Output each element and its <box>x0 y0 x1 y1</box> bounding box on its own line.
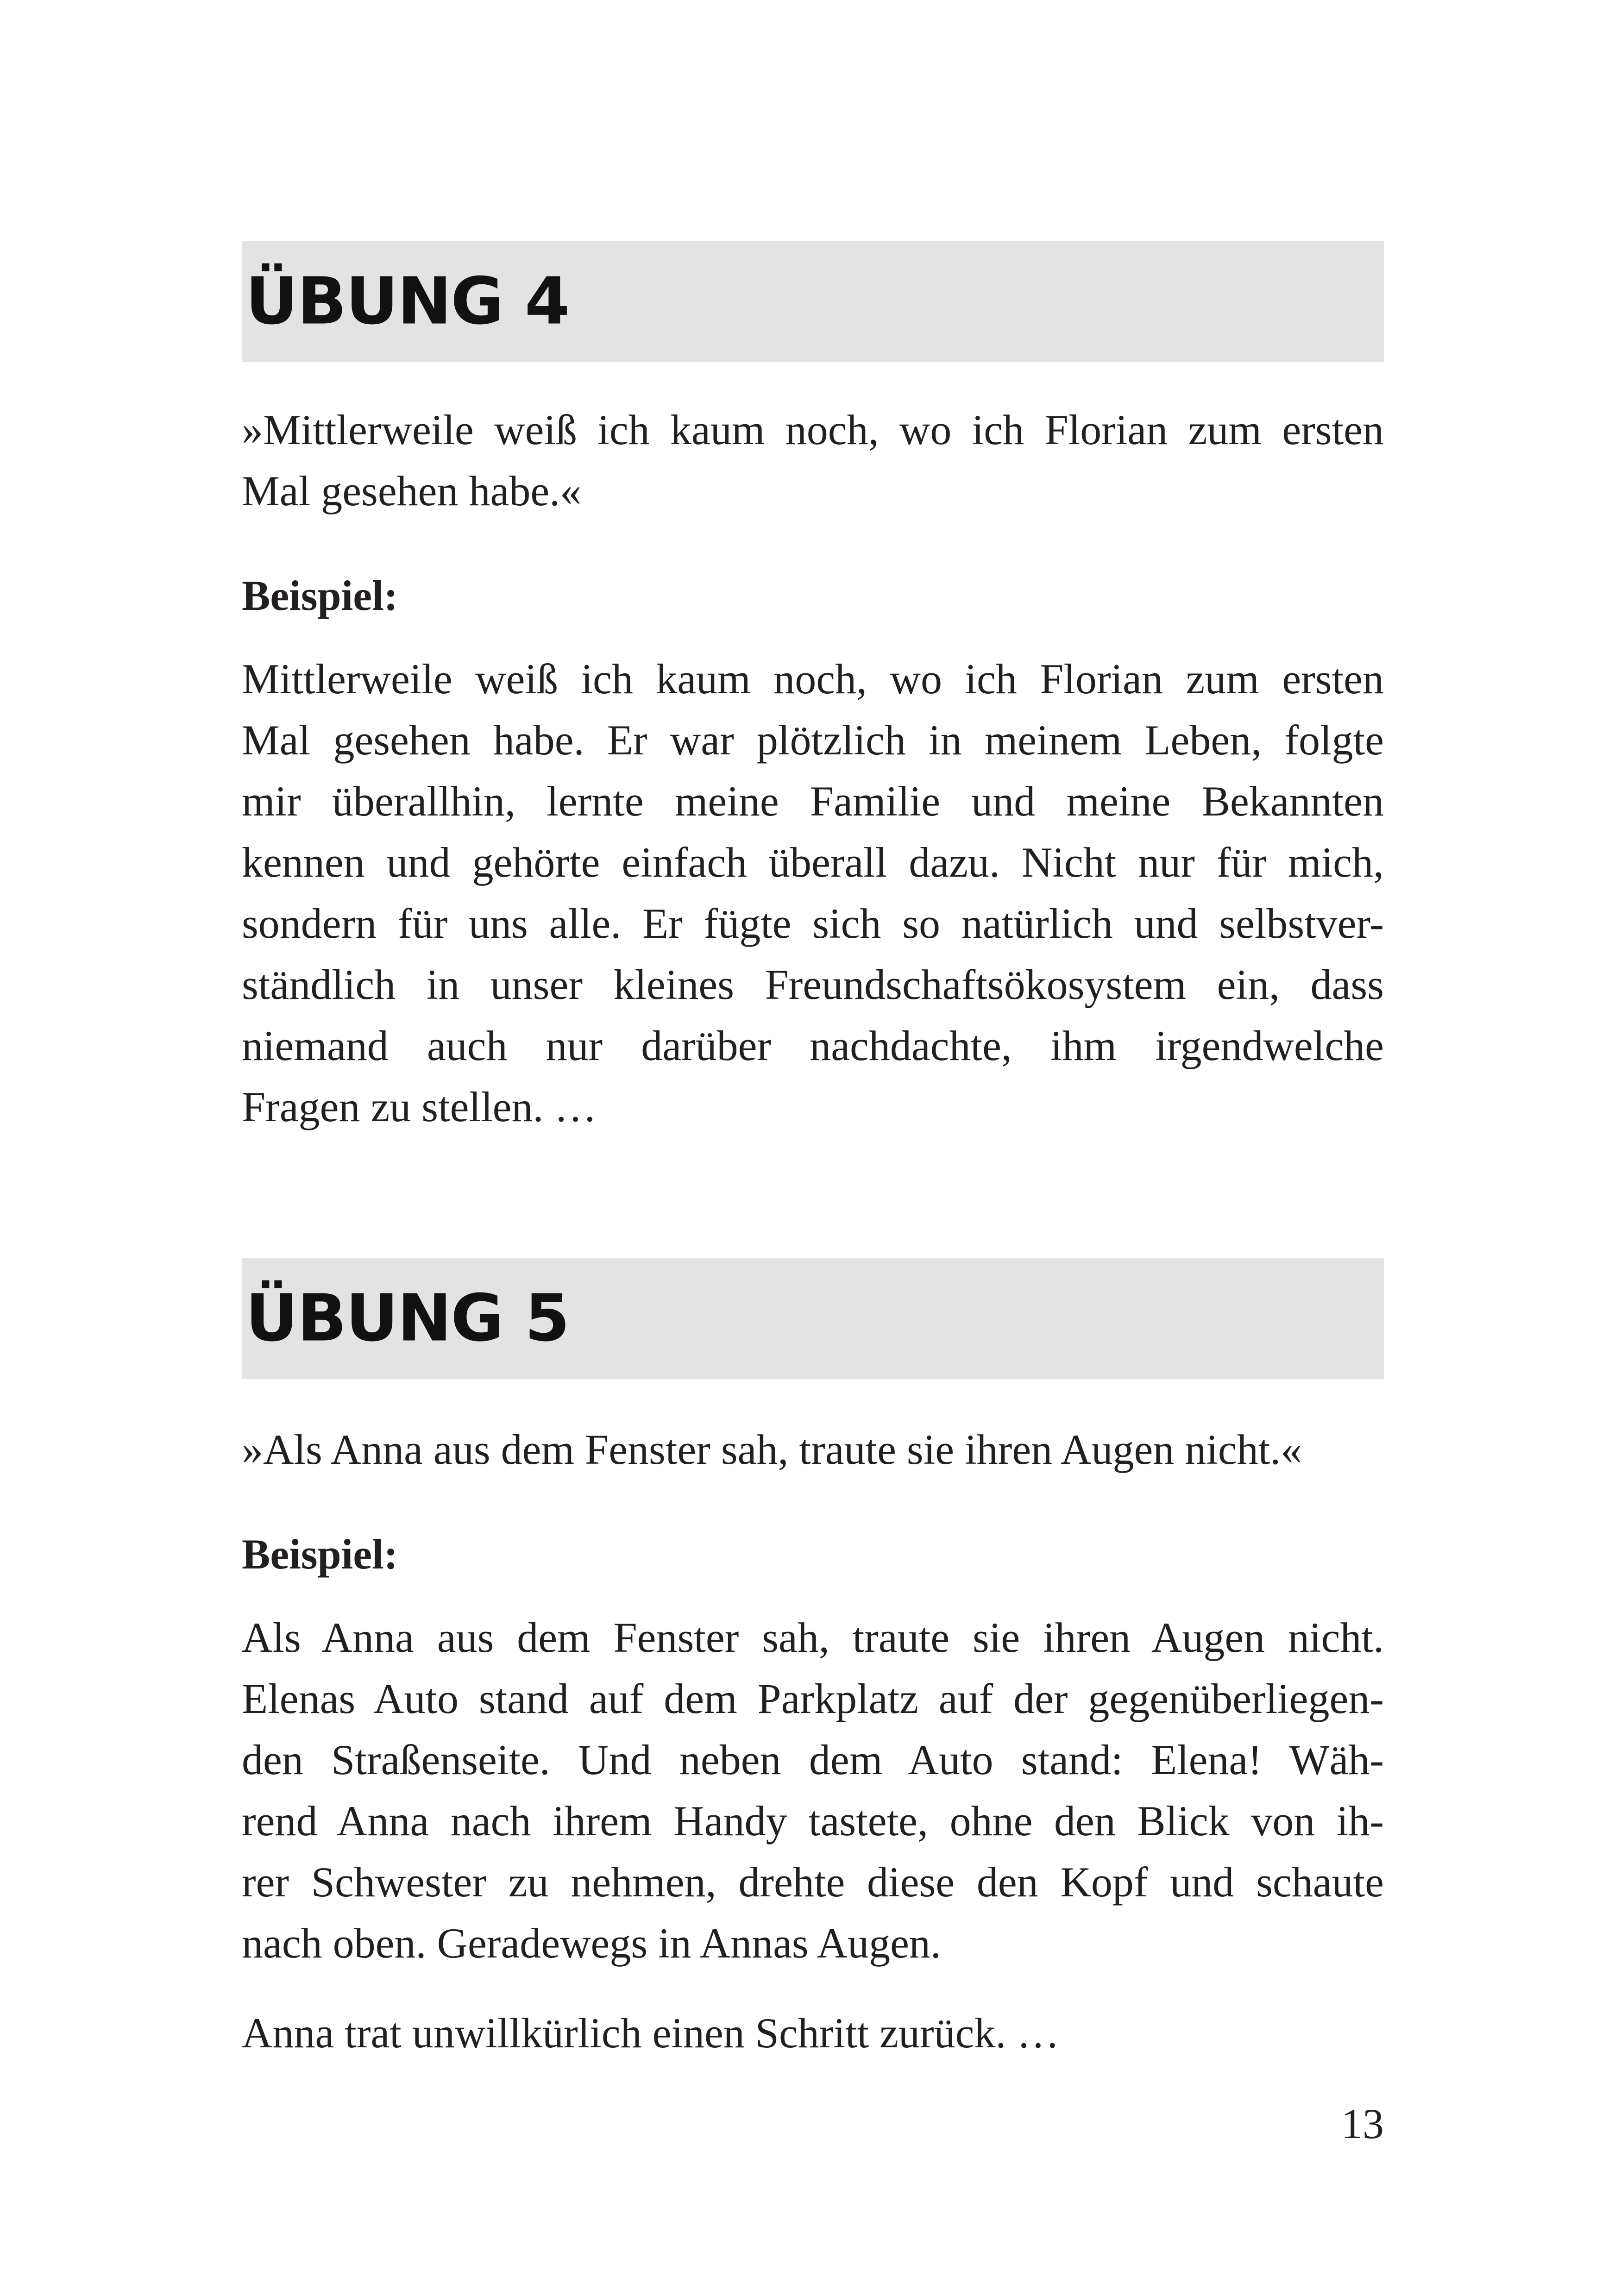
exercise-5-followup <box>242 2002 1384 2064</box>
exercise-4-example-line: ständlich in unser kleines Freundschaftsökosystem ein, dass <box>242 961 1384 1008</box>
exercise-5-example-text <box>242 1607 1384 1974</box>
exercise-5-title: ÜBUNG 5 <box>245 1280 569 1356</box>
exercise-5-prompt-line: »Als Anna aus dem Fenster sah, traute sie ihren Augen nicht.« <box>242 1426 1302 1473</box>
exercise-4-title: ÜBUNG 4 <box>245 263 569 339</box>
exercise-5-example-line: rer Schwester zu nehmen, drehte diese den Kopf und schaute <box>242 1858 1384 1906</box>
exercise-5-example-line: rend Anna nach ihrem Handy tastete, ohne den Blick von ih- <box>242 1797 1384 1844</box>
exercise-4-example-line: Mittlerweile weiß ich kaum noch, wo ich Florian zum ersten <box>242 655 1384 703</box>
exercise-4-example-line: Fragen zu stellen. … <box>242 1083 597 1130</box>
exercise-5-example-line: Als Anna aus dem Fenster sah, traute sie ihren Augen nicht. <box>242 1614 1384 1661</box>
exercise-4-example-line: sondern für uns alle. Er fügte sich so natürlich und selbstver- <box>242 900 1384 947</box>
exercise-4-example-line: niemand auch nur darüber nachdachte, ihm irgendwelche <box>242 1022 1384 1069</box>
exercise-4-example-text <box>242 648 1384 1137</box>
exercise-5-followup-line: Anna trat unwillkürlich einen Schritt zurück. … <box>242 2009 1060 2057</box>
exercise-4-example-label: Beispiel: <box>242 572 398 619</box>
exercise-4-heading-bar <box>242 241 1384 362</box>
exercise-5-example-line: Elenas Auto stand auf dem Parkplatz auf der gegenüberliegen- <box>242 1675 1384 1722</box>
exercise-4-prompt-line: Mal gesehen habe.« <box>242 467 582 514</box>
exercise-4-prompt <box>242 399 1384 521</box>
exercise-5-heading-bar <box>242 1258 1384 1379</box>
exercise-5-prompt <box>242 1419 1384 1480</box>
exercise-4-example-line: Mal gesehen habe. Er war plötzlich in meinem Leben, folgte <box>242 716 1384 764</box>
exercise-5-example-line: nach oben. Geradewegs in Annas Augen. <box>242 1920 941 1967</box>
exercise-4-example-line: mir überallhin, lernte meine Familie und meine Bekannten <box>242 778 1384 825</box>
exercise-4-prompt-line: »Mittlerweile weiß ich kaum noch, wo ich Florian zum ersten <box>242 406 1384 453</box>
exercise-5-example-label: Beispiel: <box>242 1531 398 1578</box>
exercise-5-example-line: den Straßenseite. Und neben dem Auto stand: Elena! Wäh- <box>242 1736 1384 1783</box>
page-number: 13 <box>1341 2100 1384 2147</box>
exercise-4-example-line: kennen und gehörte einfach überall dazu. Nicht nur für mich, <box>242 839 1384 886</box>
